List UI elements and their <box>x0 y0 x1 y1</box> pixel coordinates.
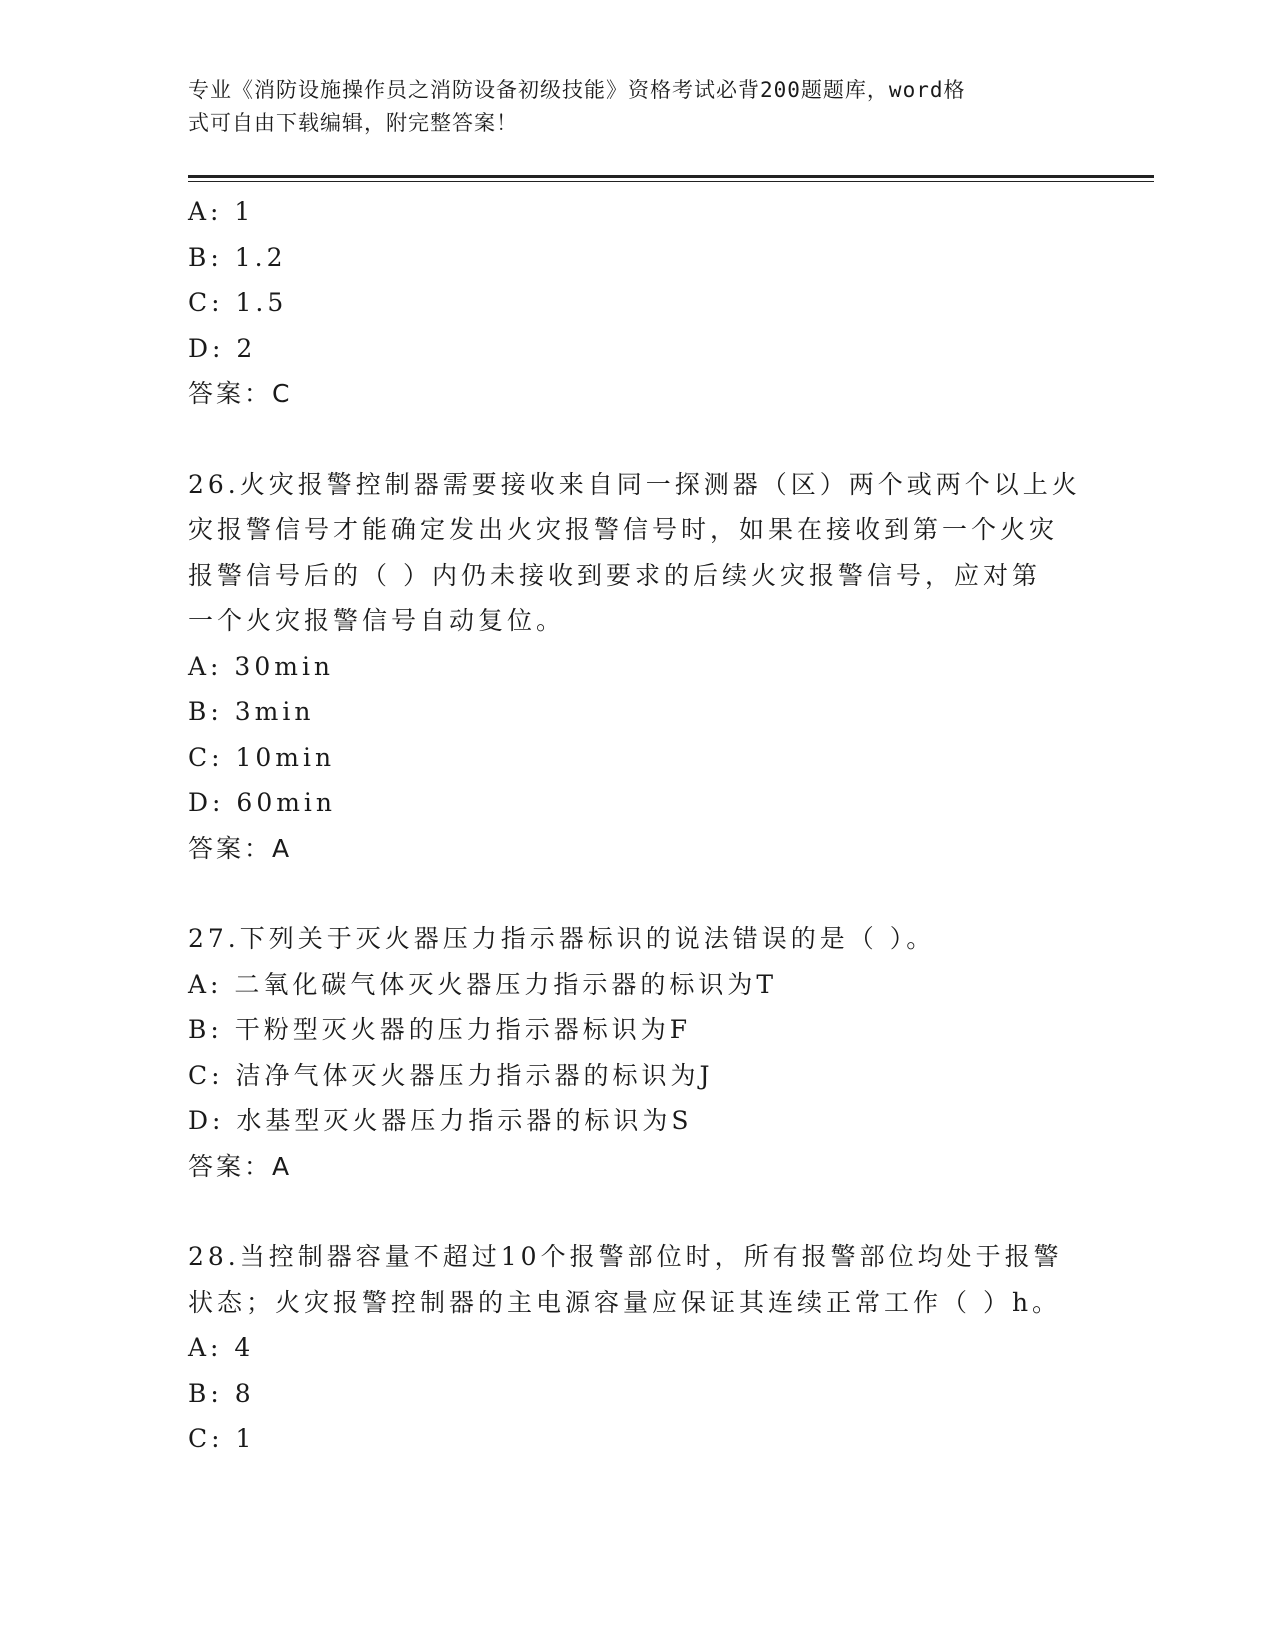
question-stem-line: 26.火灾报警控制器需要接收来自同一探测器（区）两个或两个以上火 <box>188 469 1081 499</box>
option-d: D: 60min <box>188 788 337 817</box>
option-a: A: 30min <box>188 651 335 681</box>
question-stem-line: 27.下列关于灭火器压力指示器标识的说法错误的是（ ）。 <box>188 924 936 953</box>
option-d: D: 水基型灭火器压力指示器的标识为S <box>188 1106 693 1135</box>
option-d: D: 2 <box>188 333 257 363</box>
question-stem-line: 报警信号后的（ ）内仍未接收到要求的后续火灾报警信号，应对第 <box>188 560 1041 590</box>
option-c: C: 1 <box>188 1424 256 1453</box>
question-stem-line: 状态；火灾报警控制器的主电源容量应保证其连续正常工作（ ）h。 <box>188 1287 1062 1317</box>
option-a: A: 1 <box>188 197 255 226</box>
option-b: B: 1.2 <box>188 242 287 272</box>
option-c: C: 洁净气体灭火器压力指示器的标识为J <box>188 1060 714 1090</box>
header-line-2: 式可自由下载编辑，附完整答案！ <box>188 111 518 135</box>
option-c: C: 10min <box>188 742 336 772</box>
header-line-1: 专业《消防设施操作员之消防设备初级技能》资格考试必背200题题库，word格 <box>188 78 966 102</box>
option-c: C: 1.5 <box>188 288 288 317</box>
option-a: A: 4 <box>188 1333 255 1362</box>
answer-label: 答案：A <box>188 1151 293 1181</box>
header-divider-thick <box>188 175 1154 178</box>
page-header <box>188 74 1068 140</box>
option-b: B: 8 <box>188 1378 255 1408</box>
question-stem-line: 灾报警信号才能确定发出火灾报警信号时，如果在接收到第一个火灾 <box>188 515 1059 544</box>
question-26 <box>188 462 1088 872</box>
option-b: B: 3min <box>188 697 315 726</box>
answer-label: 答案：C <box>188 379 293 408</box>
question-25 <box>188 189 1088 417</box>
option-b: B: 干粉型灭火器的压力指示器标识为F <box>188 1015 692 1044</box>
question-content <box>188 189 1088 1462</box>
answer-label: 答案：A <box>188 833 293 863</box>
question-28 <box>188 1234 1088 1462</box>
question-stem-line: 一个火灾报警信号自动复位。 <box>188 606 566 635</box>
header-divider-thin <box>188 181 1154 182</box>
question-stem-line: 28.当控制器容量不超过10个报警部位时，所有报警部位均处于报警 <box>188 1242 1063 1271</box>
question-27 <box>188 916 1088 1189</box>
option-a: A: 二氧化碳气体灭火器压力指示器的标识为T <box>188 969 778 999</box>
